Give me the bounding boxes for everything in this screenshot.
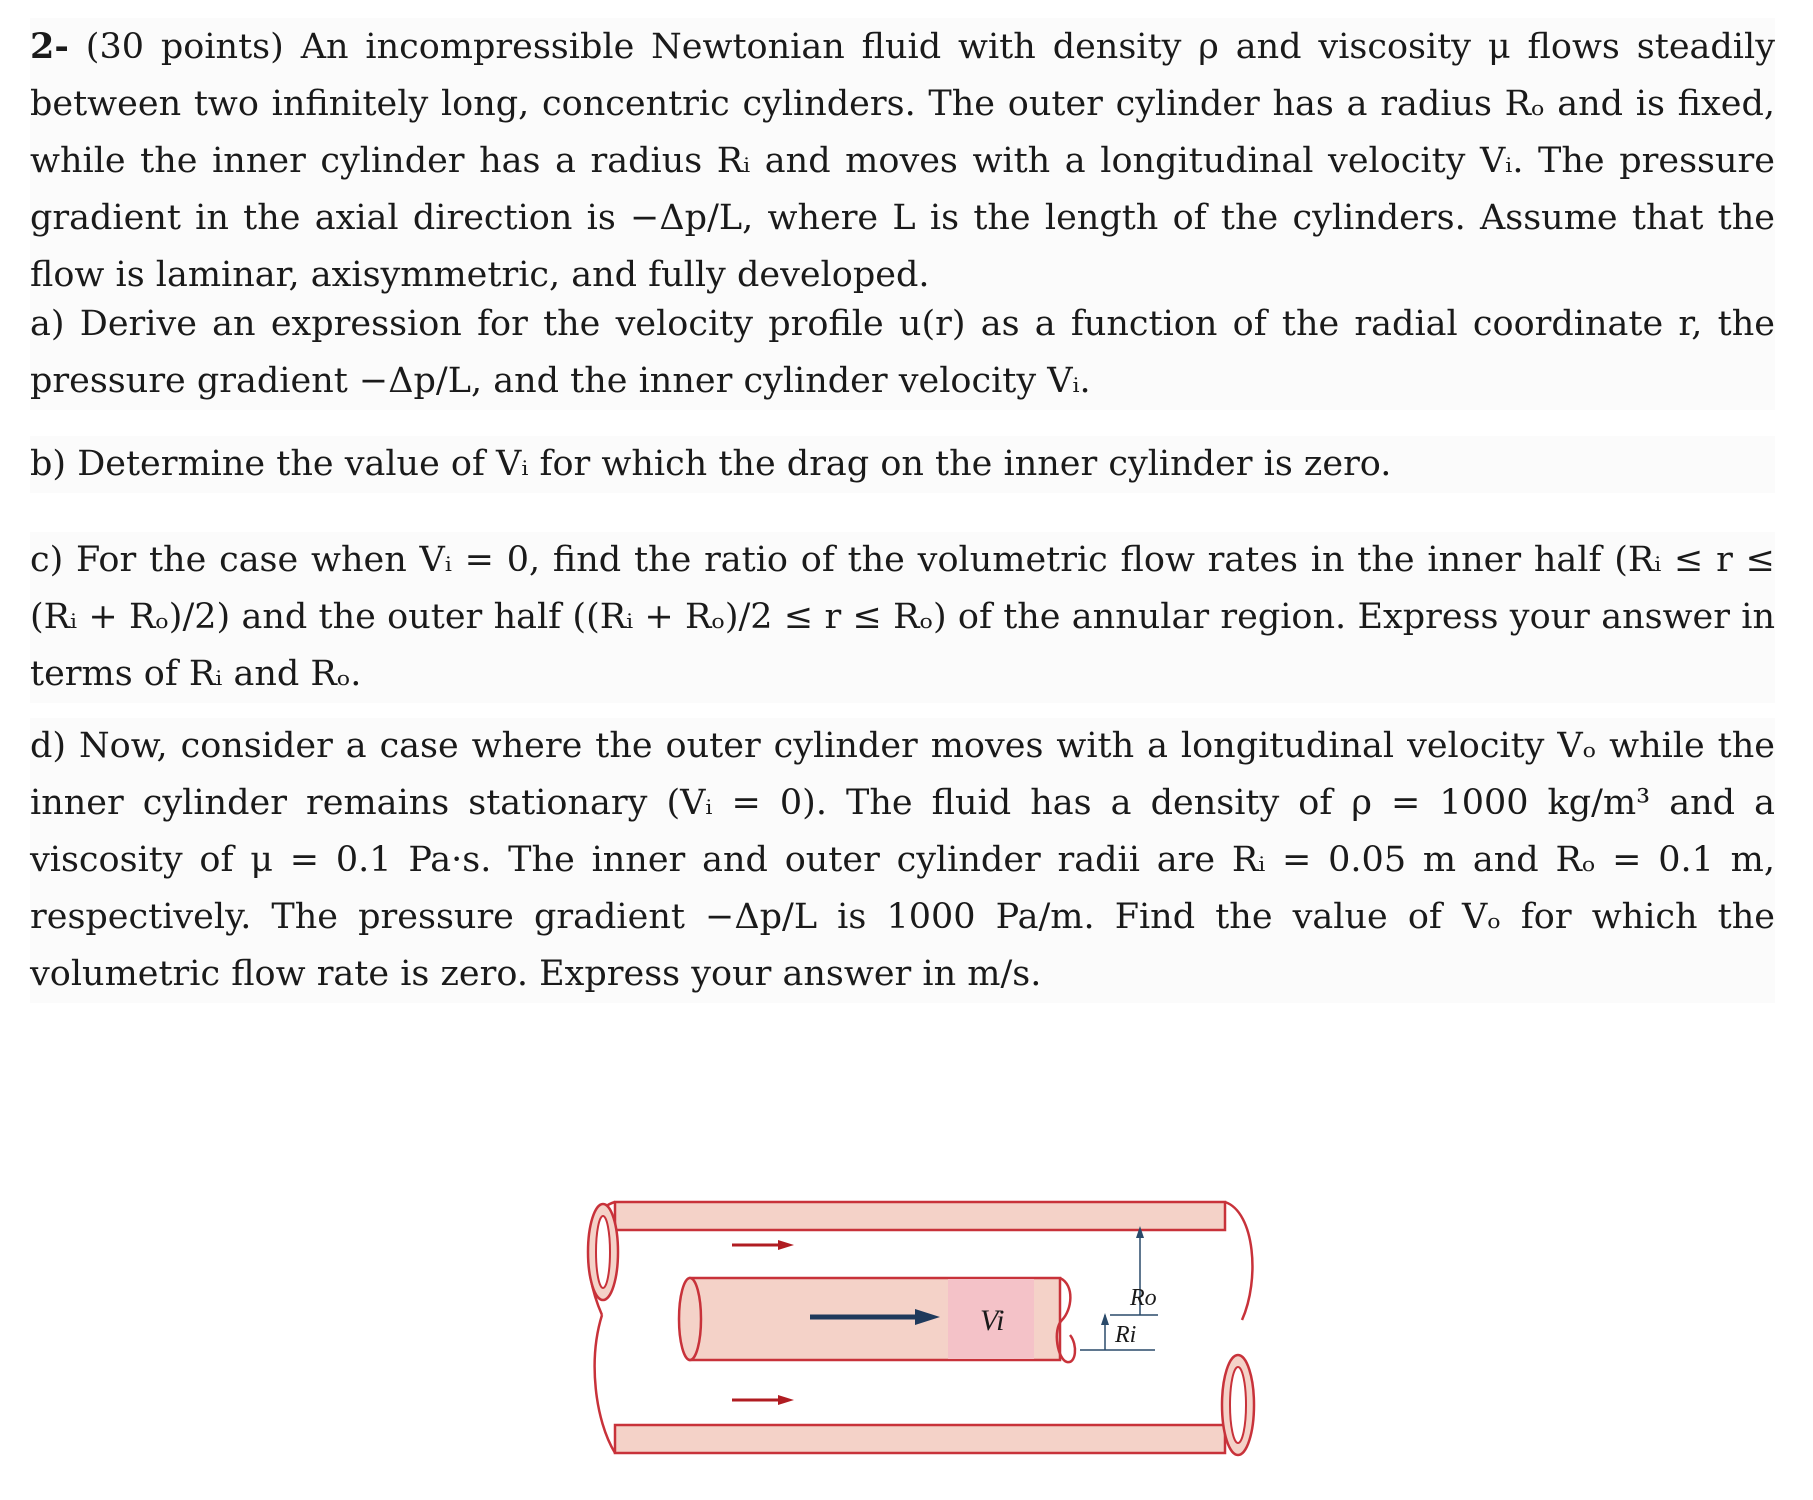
outer-cylinder-top-wall — [615, 1202, 1225, 1230]
outer-cylinder-left-bore — [596, 1216, 610, 1288]
inner-cylinder-left-end — [679, 1278, 701, 1360]
outer-cylinder-left-lower-edge — [595, 1315, 615, 1453]
part-b — [30, 436, 1775, 493]
vi-label: Vi — [980, 1304, 1005, 1337]
part-d-text: Now, consider a case where the outer cylinder moves with a longitudinal velocity Vₒ while the inner cylinder remains stationary (Vᵢ = 0). The fluid has a density of ρ = 1000 kg/m³ and a viscosity of μ = 0.1 Pa·s. The inner and outer cylinder radii are Rᵢ = 0.05 m and Rₒ = 0.1 m, respectively. The pressure gradient −Δp/L is 1000 Pa/m. Find the value of Vₒ for which the volumetric flow rate is zero. Express your answer in m/s. — [30, 726, 1775, 994]
ri-label: Ri — [1115, 1322, 1137, 1348]
ri-dimension-arrow — [1101, 1313, 1109, 1325]
outer-cylinder-bottom-wall — [615, 1425, 1225, 1453]
part-a — [30, 296, 1775, 410]
concentric-cylinders-figure — [570, 1170, 1280, 1500]
flow-arrow-top-head — [778, 1240, 794, 1250]
question-points: (30 points) — [85, 27, 284, 67]
part-c-label: c) — [30, 540, 64, 580]
part-b-label: b) — [30, 444, 67, 484]
part-c-text: For the case when Vᵢ = 0, find the ratio of the volumetric flow rates in the inner half (Rᵢ ≤ r ≤ (Rᵢ + Rₒ)/2) and the outer half ((Rᵢ + Rₒ)/2 ≤ r ≤ Rₒ) of the annular region. Express your answer in terms of Rᵢ and Rₒ. — [30, 540, 1775, 694]
question-number: 2- — [30, 26, 69, 67]
part-d — [30, 718, 1775, 1003]
flow-arrow-bottom-head — [778, 1395, 794, 1405]
part-c — [30, 532, 1775, 703]
outer-cylinder-right-bore — [1230, 1367, 1246, 1443]
question-body: An incompressible Newtonian fluid with density ρ and viscosity μ flows steadily between two infinitely long, concentric cylinders. The outer cylinder has a radius Rₒ and is fixed, while the inner cylinder has a radius Rᵢ and moves with a longitudinal velocity Vᵢ. The pressure gradient in the axial direction is −Δp/L, where L is the length of the cylinders. Assume that the flow is laminar, axisymmetric, and fully developed. — [30, 27, 1775, 295]
part-b-text: Determine the value of Vᵢ for which the drag on the inner cylinder is zero. — [77, 444, 1392, 484]
ro-label: Ro — [1130, 1285, 1157, 1311]
question-intro — [30, 18, 1775, 304]
part-a-text: Derive an expression for the velocity profile u(r) as a function of the radial coordinate r, the pressure gradient −Δp/L, and the inner cylinder velocity Vᵢ. — [30, 304, 1775, 401]
part-d-label: d) — [30, 726, 67, 766]
part-a-label: a) — [30, 304, 65, 344]
outer-cylinder-right-edge — [1225, 1202, 1252, 1320]
